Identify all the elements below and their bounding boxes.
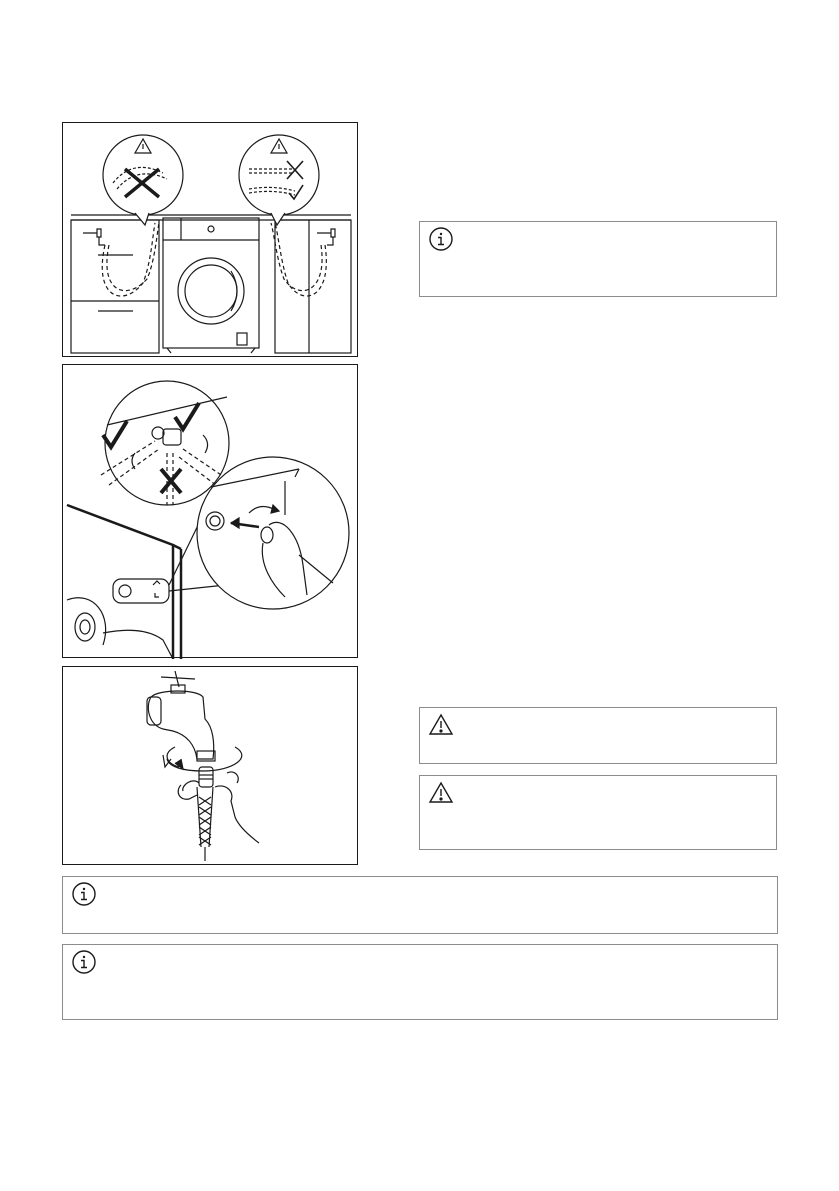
warning-notice (419, 707, 777, 764)
info-icon (428, 226, 454, 252)
info-icon (71, 949, 97, 975)
figure-inlet-hose-connection (62, 364, 358, 658)
figure-inlet-hose-routing (62, 122, 358, 357)
figure-hose-to-tap (62, 666, 358, 865)
warning-icon (428, 712, 454, 738)
warning-icon (428, 780, 454, 806)
warning-notice (419, 775, 777, 850)
info-icon (71, 881, 97, 907)
info-notice (419, 221, 777, 297)
info-notice (62, 876, 778, 934)
info-notice (62, 944, 778, 1020)
